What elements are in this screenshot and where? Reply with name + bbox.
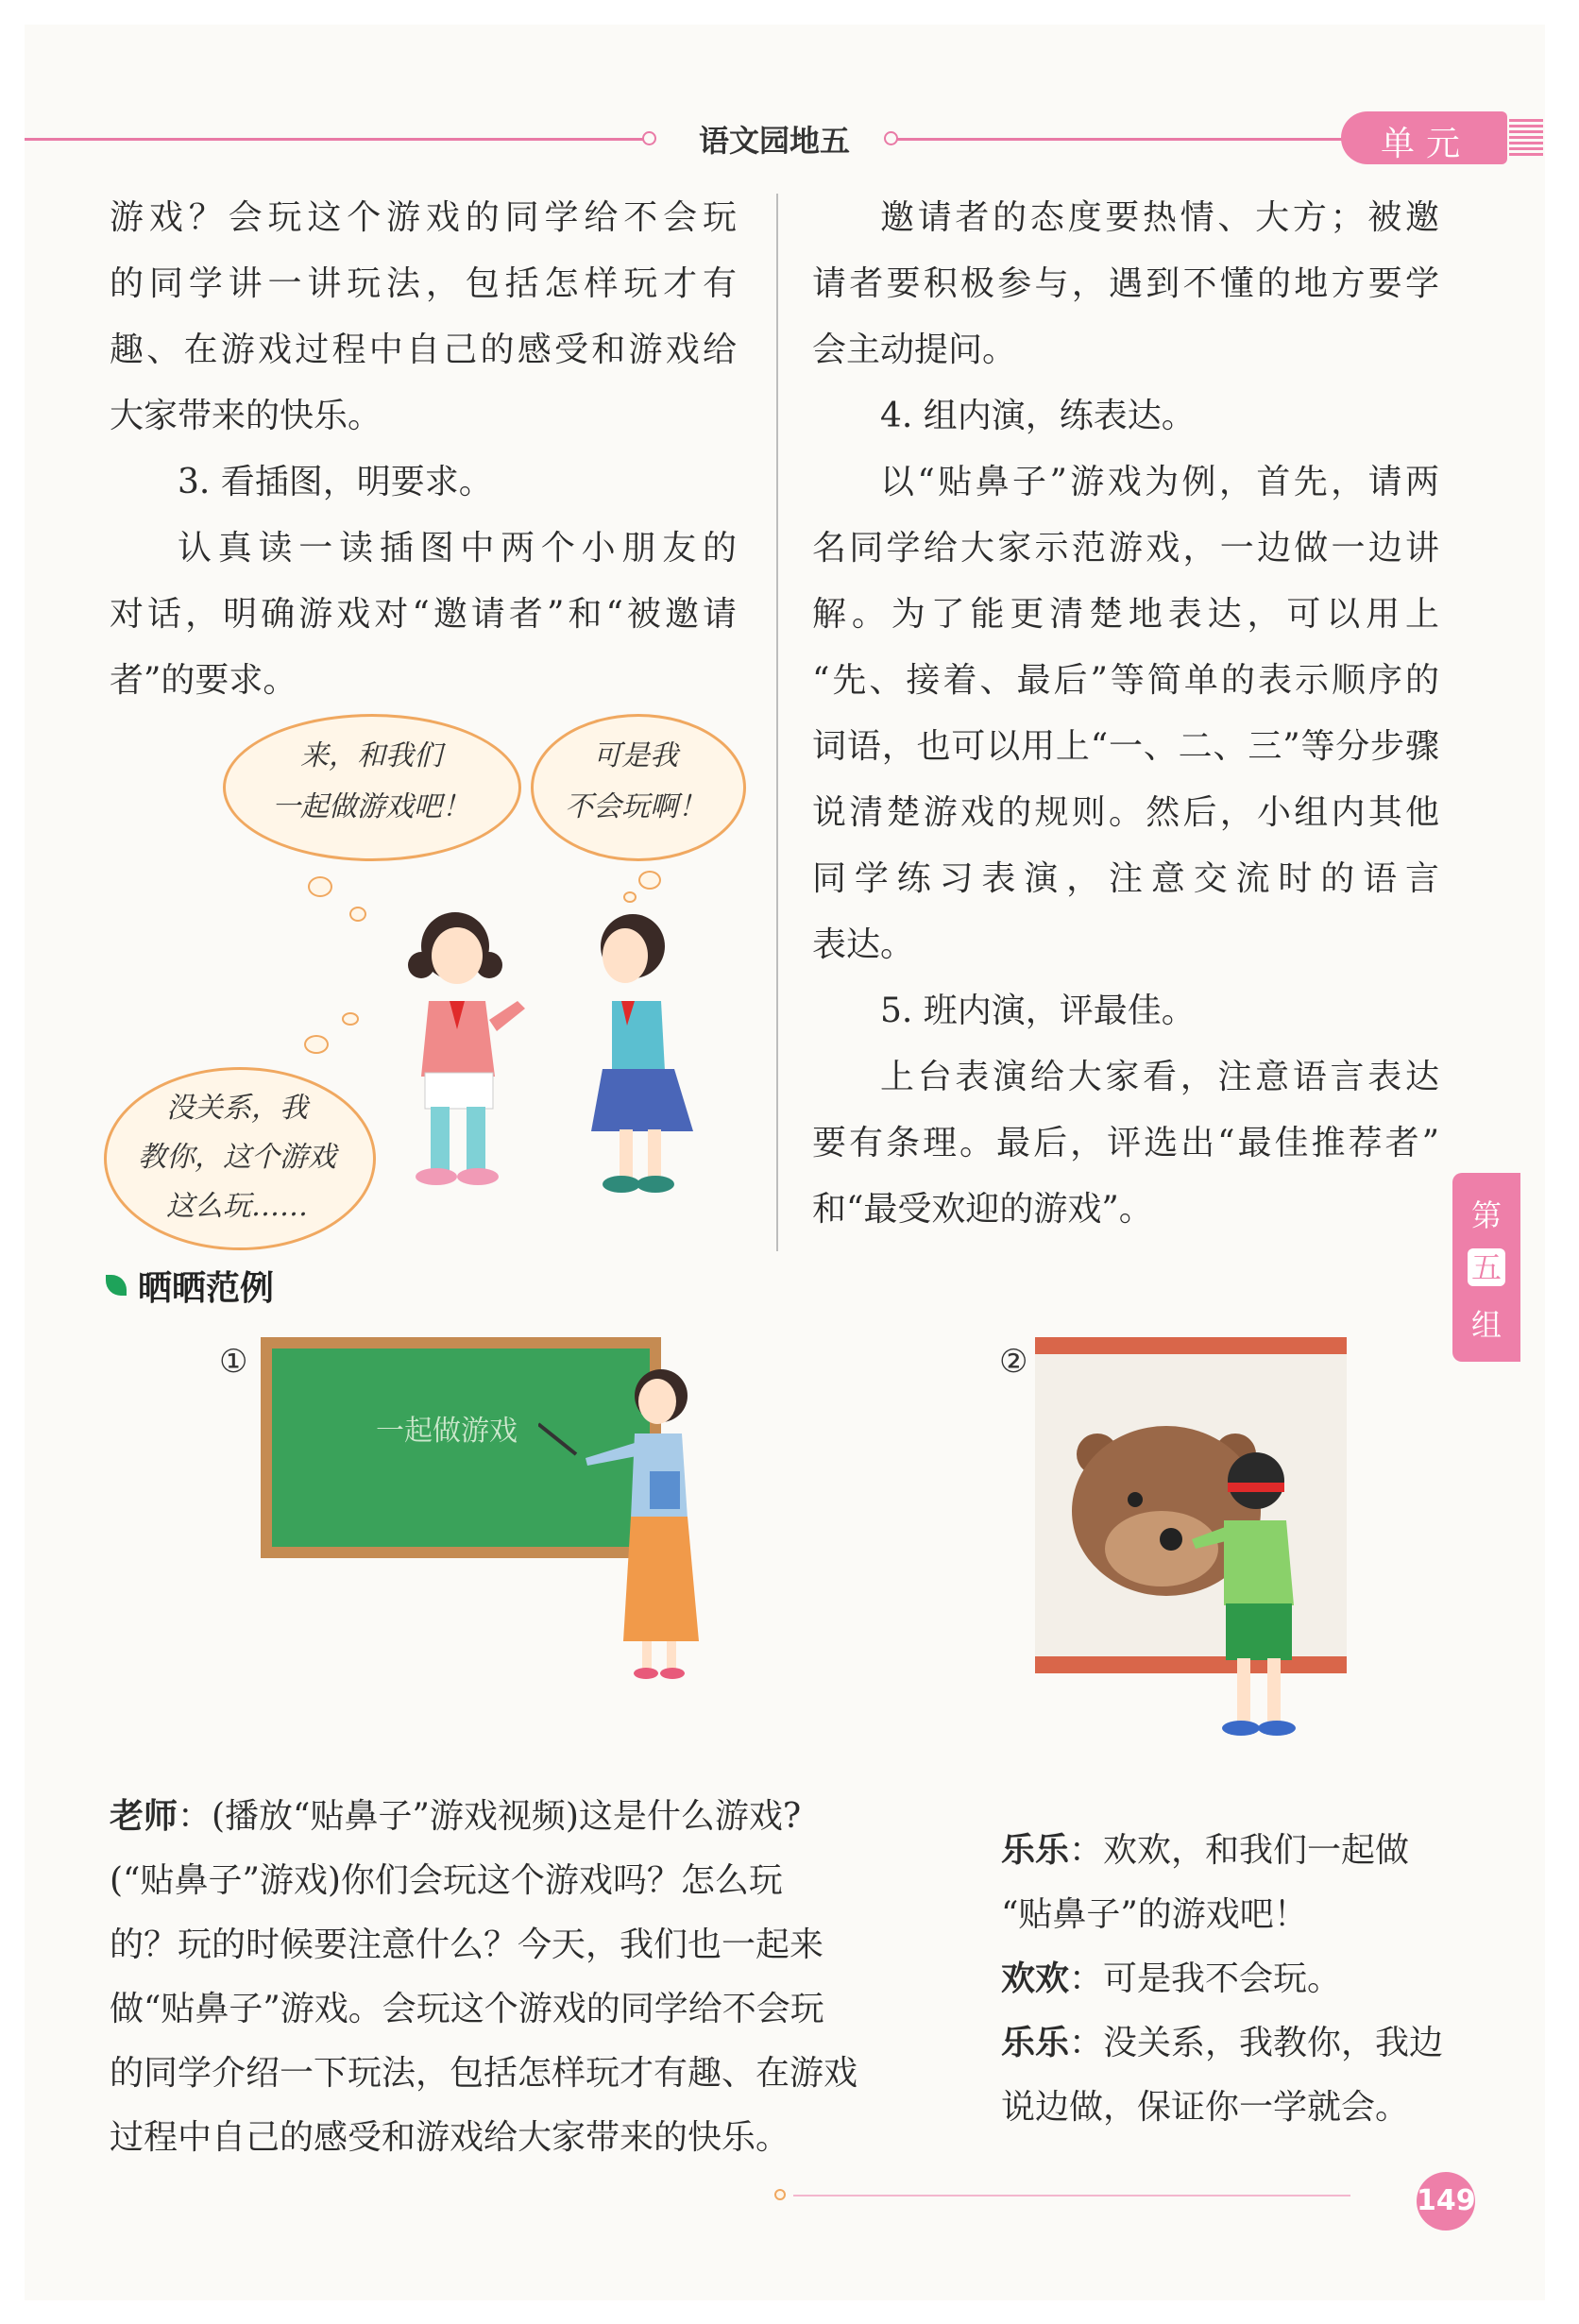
dialogue-line: 做“贴鼻子”游戏。会玩这个游戏的同学给不会玩 <box>110 1990 824 2028</box>
unit-tab-label: 单元 <box>1381 125 1472 163</box>
teacher-shoe <box>660 1668 685 1679</box>
teacher-leg <box>642 1641 652 1670</box>
header-rule-dot-right <box>884 131 898 145</box>
text-line: 认真读一读插图中两个小朋友的 <box>178 529 737 568</box>
group-side-tab <box>1452 1173 1520 1362</box>
text-line: 趣、在游戏过程中自己的感受和游戏给 <box>110 331 737 369</box>
text-line: 说清楚游戏的规则。然后，小组内其他 <box>812 793 1439 832</box>
bear-eye <box>1128 1492 1143 1507</box>
boy-blindfold <box>1228 1483 1284 1492</box>
left-column-text <box>110 185 737 714</box>
girl1-leg <box>467 1107 485 1173</box>
teacher-illustration <box>538 1367 727 1688</box>
thought-dot <box>308 876 332 897</box>
footer-rule <box>793 2195 1350 2197</box>
girl2-leg <box>648 1129 661 1180</box>
teacher-shoe <box>634 1668 658 1679</box>
bubble-line: 来，和我们 <box>300 739 442 772</box>
example-number: ① <box>219 1343 248 1381</box>
dialogue-text: ：可是我不会玩。 <box>1069 1959 1342 1998</box>
teacher-arm <box>586 1443 637 1466</box>
dialogue-line <box>1001 1947 1492 2011</box>
girl1-shoe <box>416 1168 457 1185</box>
text-line: 以“贴鼻子”游戏为例，首先，请两 <box>880 463 1439 501</box>
blackboard-text: 一起做游戏 <box>376 1415 518 1448</box>
text-line: 要有条理。最后，评选出“最佳推荐者” <box>812 1124 1439 1162</box>
section-title: 晒晒范例 <box>138 1269 275 1308</box>
girl1-face <box>432 927 483 984</box>
thought-dot <box>342 1012 359 1026</box>
text-line: “先、接着、最后”等简单的表示顺序的 <box>812 661 1439 700</box>
side-tab-mid: 五 <box>1468 1248 1505 1286</box>
side-tab-top: 第 <box>1470 1197 1502 1233</box>
thought-dot <box>304 1035 329 1054</box>
step-heading: 5. 班内演，评最佳。 <box>880 992 1196 1030</box>
boy-leg <box>1237 1658 1250 1724</box>
teacher-skirt <box>623 1517 699 1641</box>
text-line: 和“最受欢迎的游戏”。 <box>812 1190 1153 1229</box>
nose-game-illustration <box>1067 1407 1369 1766</box>
header-rule-left <box>25 138 648 141</box>
boy-shorts <box>1226 1603 1292 1660</box>
bear-muzzle <box>1105 1511 1218 1586</box>
header-rule-dot-left <box>642 131 656 145</box>
step-heading: 4. 组内演，练表达。 <box>880 397 1196 435</box>
pointer-stick <box>538 1424 576 1454</box>
unit-tab <box>1341 111 1507 164</box>
unit-tab-stripes <box>1509 119 1543 159</box>
footer-dot <box>774 2189 786 2200</box>
bubble-line: 不会玩啊！ <box>565 790 706 823</box>
speaker-name: 欢欢 <box>1001 1959 1070 1998</box>
girl2-leg <box>620 1129 633 1180</box>
text-line: 表达。 <box>812 925 915 964</box>
bubble-line: 可是我 <box>593 739 678 772</box>
text-line: 游戏？会玩这个游戏的同学给不会玩 <box>110 198 737 237</box>
speaker-name: 老师 <box>110 1797 178 1836</box>
dialogue-line: 过程中自己的感受和游戏给大家带来的快乐。 <box>110 2118 790 2157</box>
teacher-book <box>650 1471 680 1509</box>
girl1-leg <box>431 1107 450 1173</box>
boy-shirt <box>1224 1520 1294 1605</box>
dialogue-line: (“贴鼻子”游戏)你们会玩这个游戏吗？怎么玩 <box>110 1861 783 1900</box>
bubble-line: 一起做游戏吧！ <box>272 790 470 823</box>
dialogue-line <box>1001 2011 1492 2076</box>
right-column-text <box>812 185 1439 1243</box>
kids-dialogue <box>1001 1819 1492 2140</box>
text-line: 请者要积极参与，遇到不懂的地方要学 <box>812 264 1439 303</box>
girl1-pigtail <box>408 952 434 978</box>
bubble-line: 这么玩…… <box>166 1190 308 1223</box>
example-number: ② <box>999 1343 1028 1381</box>
girl2-shoe <box>637 1176 674 1193</box>
dialogue-line <box>1001 1819 1492 1883</box>
text-line: 对话，明确游戏对“邀请者”和“被邀请 <box>110 595 737 634</box>
boy-shoe <box>1222 1721 1260 1736</box>
dialogue-line: 说边做，保证你一学就会。 <box>1001 2088 1410 2127</box>
bubble-text <box>535 731 737 833</box>
bear-nose <box>1160 1528 1182 1551</box>
teacher-dialogue <box>110 1785 893 2170</box>
speaker-name: 乐乐 <box>1001 1831 1070 1870</box>
side-tab-bottom: 组 <box>1470 1307 1502 1343</box>
page-number: 149 <box>1417 2172 1475 2231</box>
children-illustration <box>378 897 756 1209</box>
teacher-leg <box>667 1641 676 1670</box>
boy-leg <box>1267 1658 1281 1724</box>
thought-dot <box>638 871 661 890</box>
thought-dot <box>349 907 366 922</box>
text-line: 会主动提问。 <box>812 331 1017 369</box>
text-line: 大家带来的快乐。 <box>110 397 382 435</box>
speaker-name: 乐乐 <box>1001 2024 1070 2062</box>
text-line: 上台表演给大家看，注意语言表达 <box>880 1058 1439 1096</box>
bubble-line: 教你，这个游戏 <box>138 1141 336 1174</box>
boy-hair <box>1228 1452 1284 1509</box>
dialogue-text: ：(播放“贴鼻子”游戏视频)这是什么游戏? <box>178 1797 802 1836</box>
bubble-text <box>108 1084 366 1231</box>
dialogue-line: “贴鼻子”的游戏吧！ <box>1001 1895 1308 1934</box>
column-divider <box>776 194 778 1251</box>
text-line: 解。为了能更清楚地表达，可以用上 <box>812 595 1439 634</box>
text-line: 者”的要求。 <box>110 661 297 700</box>
header-rule-right <box>897 138 1350 141</box>
girl2-face <box>603 928 648 983</box>
dialogue-line: 的同学介绍一下玩法，包括怎样玩才有趣、在游戏 <box>110 2054 858 2093</box>
girl2-shirt <box>612 1001 665 1071</box>
text-line: 同学练习表演，注意交流时的语言 <box>812 859 1439 898</box>
girl2-shoe <box>603 1176 640 1193</box>
bubble-line: 没关系，我 <box>166 1092 308 1125</box>
dialogue-line: 的？玩的时候要注意什么？今天，我们也一起来 <box>110 1925 824 1964</box>
bubble-text <box>234 731 508 833</box>
text-line: 邀请者的态度要热情、大方；被邀 <box>880 198 1439 237</box>
text-line: 名同学给大家示范游戏，一边做一边讲 <box>812 529 1439 568</box>
girl1-shoe <box>457 1168 499 1185</box>
girl1-arm <box>489 1001 525 1031</box>
boy-shoe <box>1258 1721 1296 1736</box>
girl2-skirt <box>591 1069 693 1131</box>
step-heading: 3. 看插图，明要求。 <box>178 463 493 501</box>
text-line: 的同学讲一讲玩法，包括怎样玩才有 <box>110 264 737 303</box>
page-header-title: 语文园地五 <box>698 123 850 159</box>
girl1-skirt <box>425 1073 493 1109</box>
dialogue-text: ：没关系，我教你，我边 <box>1069 2024 1444 2062</box>
dialogue-text: ：欢欢，和我们一起做 <box>1069 1831 1410 1870</box>
dialogue-line <box>110 1785 893 1849</box>
teacher-face <box>638 1379 676 1424</box>
text-line: 词语，也可以用上“一、二、三”等分步骤 <box>812 727 1439 766</box>
